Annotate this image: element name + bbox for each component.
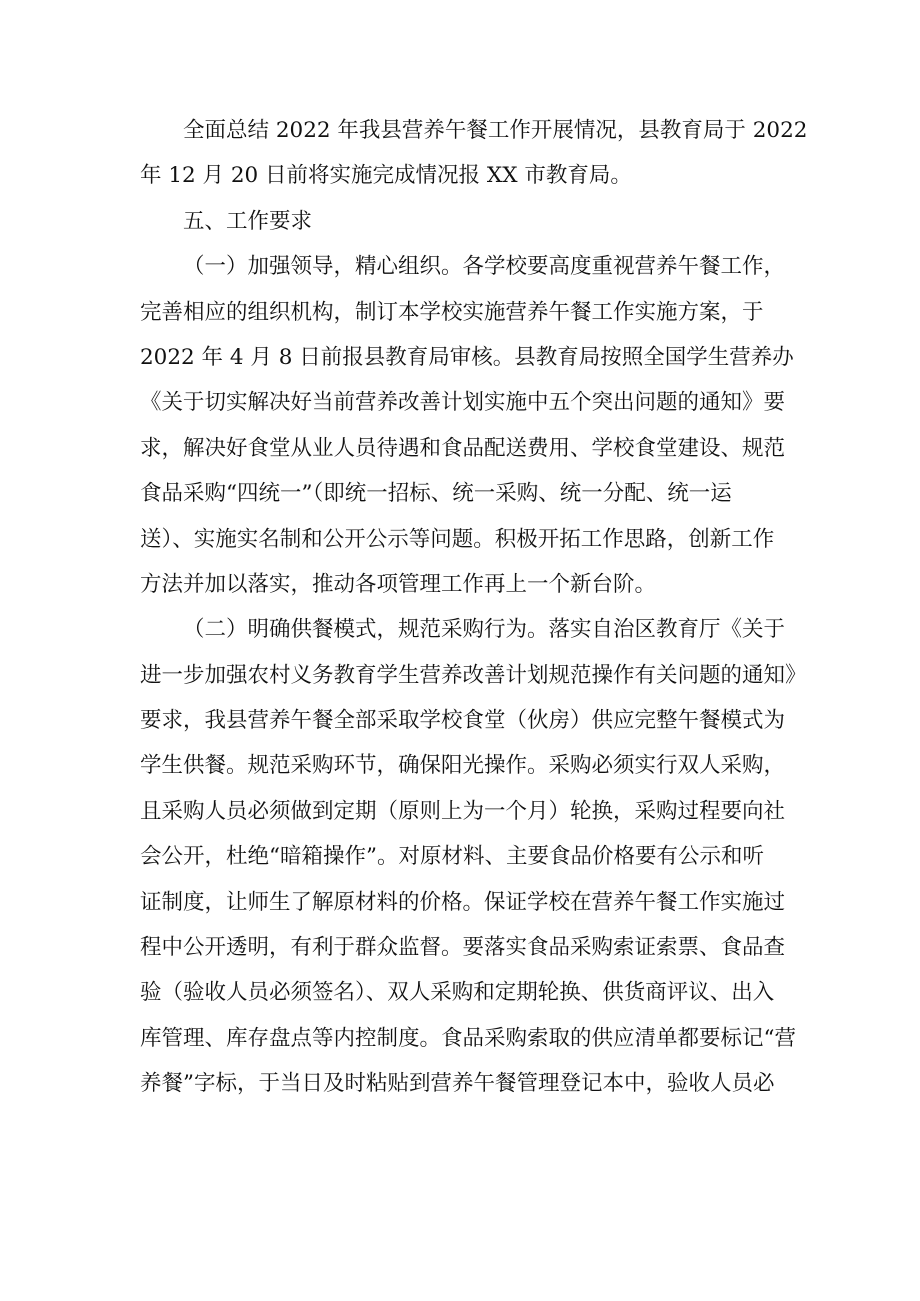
text-line: 养餐”字标，于当日及时粘贴到营养午餐管理登记本中，验收人员必 <box>140 1071 775 1097</box>
text-line: 方法并加以落实，推动各项管理工作再上一个新台阶。 <box>140 571 657 597</box>
text-line: 完善相应的组织机构，制订本学校实施营养午餐工作实施方案，于 <box>140 299 764 325</box>
text-line: 要求，我县营养午餐全部采取学校食堂（伙房）供应完整午餐模式为 <box>140 708 786 734</box>
text-line: 年 12 月 20 日前将实施完成情况报 XX 市教育局。 <box>140 163 632 189</box>
text-line: （一）加强领导，精心组织。各学校要高度重视营养午餐工作， <box>183 254 786 280</box>
text-line: 进一步加强农村义务教育学生营养改善计划规范操作有关问题的通知》 <box>140 662 807 688</box>
text-line: 库管理、库存盘点等内控制度。食品采购索取的供应清单都要标记“营 <box>140 1025 796 1051</box>
text-line: 《关于切实解决好当前营养改善计划实施中五个突出问题的通知》要 <box>140 390 786 416</box>
text-line: 2022 年 4 月 8 日前报县教育局审核。县教育局按照全国学生营养办 <box>140 344 794 370</box>
section-heading: 五、工作要求 <box>183 208 313 234</box>
document-body <box>140 108 808 1107</box>
text-line: 学生供餐。规范采购环节，确保阳光操作。采购必须实行双人采购， <box>140 753 786 779</box>
text-line: 食品采购“四统一”（即统一招标、统一采购、统一分配、统一运 <box>140 481 732 507</box>
text-line: 全面总结 2022 年我县营养午餐工作开展情况，县教育局于 2022 <box>183 118 808 143</box>
text-line: 会公开，杜绝“暗箱操作”。对原材料、主要食品价格要有公示和听 <box>140 844 764 870</box>
text-line: 验（验收人员必须签名）、双人采购和定期轮换、供货商评议、出入 <box>140 980 775 1006</box>
text-line: 证制度，让师生了解原材料的价格。保证学校在营养午餐工作实施过 <box>140 889 786 915</box>
text-line: 程中公开透明，有利于群众监督。要落实食品采购索证索票、食品查 <box>140 935 786 961</box>
text-line: （二）明确供餐模式，规范采购行为。落实自治区教育厅《关于 <box>183 617 786 643</box>
text-line: 求，解决好食堂从业人员待遇和食品配送费用、学校食堂建设、规范 <box>140 435 786 461</box>
text-line: 且采购人员必须做到定期（原则上为一个月）轮换，采购过程要向社 <box>140 798 786 824</box>
text-line: 送）、实施实名制和公开公示等问题。积极开拓工作思路，创新工作 <box>140 526 775 552</box>
